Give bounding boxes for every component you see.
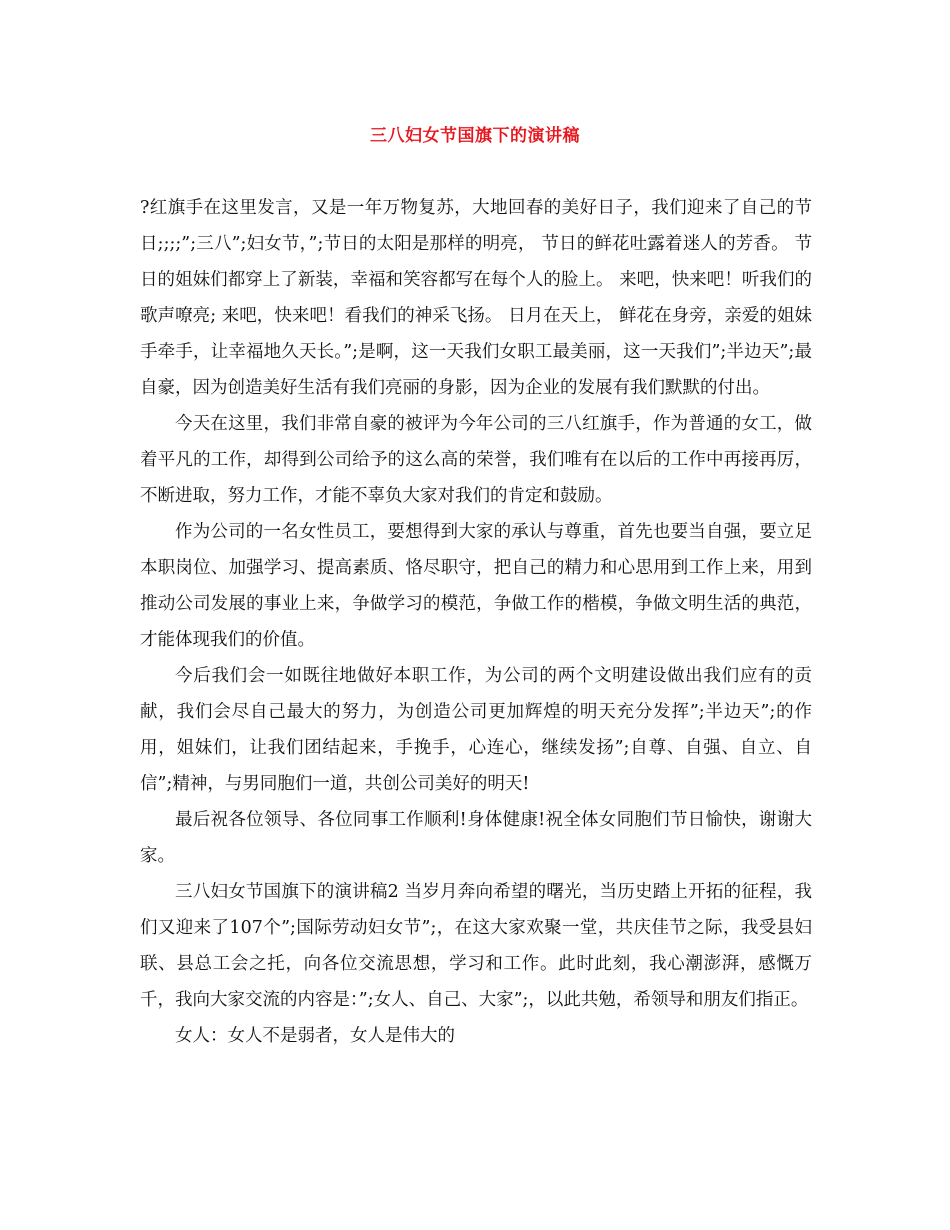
paragraph-speech-2: 三八妇女节国旗下的演讲稿2 当岁月奔向希望的曙光，当历史踏上开拓的征程，我们又迎来了107个”;国际劳动妇女节”;，在这大家欢聚一堂，共庆佳节之际，我受县妇联、县总工会之托，向各位交流思想，学习和工作。此时此刻，我心潮澎湃，感慨万千，我向大家交流的内容是：”;女人、自己、大家”;，以此共勉，希领导和朋友们指正。	[140, 882, 812, 1010]
paragraph-women: 女人：女人不是弱者，女人是伟大的	[175, 1026, 455, 1046]
paragraph-future-work: 今后我们会一如既往地做好本职工作，为公司的两个文明建设做出我们应有的贡献，我们会尽自己最大的努力，为创造公司更加辉煌的明天充分发挥”;半边天”;的作用，姐妹们，让我们团结起来，手挽手，心连心，继续发扬”;自尊、自强、自立、自信”;精神，与男同胞们一道，共创公司美好的明天!	[140, 666, 812, 794]
paragraph-closing-wishes: 最后祝各位领导、各位同事工作顺利!身体健康!祝全体女同胞们节日愉快，谢谢大家。	[140, 810, 812, 866]
paragraph-self-strengthening: 作为公司的一名女性员工，要想得到大家的承认与尊重，首先也要当自强，要立足本职岗位、加强学习、提高素质、恪尽职守，把自己的精力和心思用到工作上来，用到推动公司发展的事业上来，争做学习的模范，争做工作的楷模，争做文明生活的典范，才能体现我们的价值。	[140, 522, 812, 650]
document-body	[140, 190, 812, 1054]
paragraph-intro: ?红旗手在这里发言，又是一年万物复苏，大地回春的美好日子，我们迎来了自己的节日;;;;”;三八”;妇女节，”;节日的太阳是那样的明亮， 节日的鲜花吐露着迷人的芳香。 节日的姐妹们都穿上了新装，幸福和笑容都写在每个人的脸上。 来吧，快来吧！听我们的歌声嘹亮; 来吧，快来吧！看我们的神采飞扬。 日月在天上， 鲜花在身旁，亲爱的姐妹手牵手，让幸福地久天长。”;是啊，这一天我们女职工最美丽，这一天我们”;半边天”;最自豪，因为创造美好生活有我们亮丽的身影，因为企业的发展有我们默默的付出。	[140, 198, 812, 398]
paragraph-honor: 今天在这里，我们非常自豪的被评为今年公司的三八红旗手，作为普通的女工，做着平凡的工作，却得到公司给予的这么高的荣誉，我们唯有在以后的工作中再接再厉，不断进取，努力工作，才能不辜负大家对我们的肯定和鼓励。	[140, 414, 812, 506]
document-title: 三八妇女节国旗下的演讲稿	[370, 126, 580, 146]
